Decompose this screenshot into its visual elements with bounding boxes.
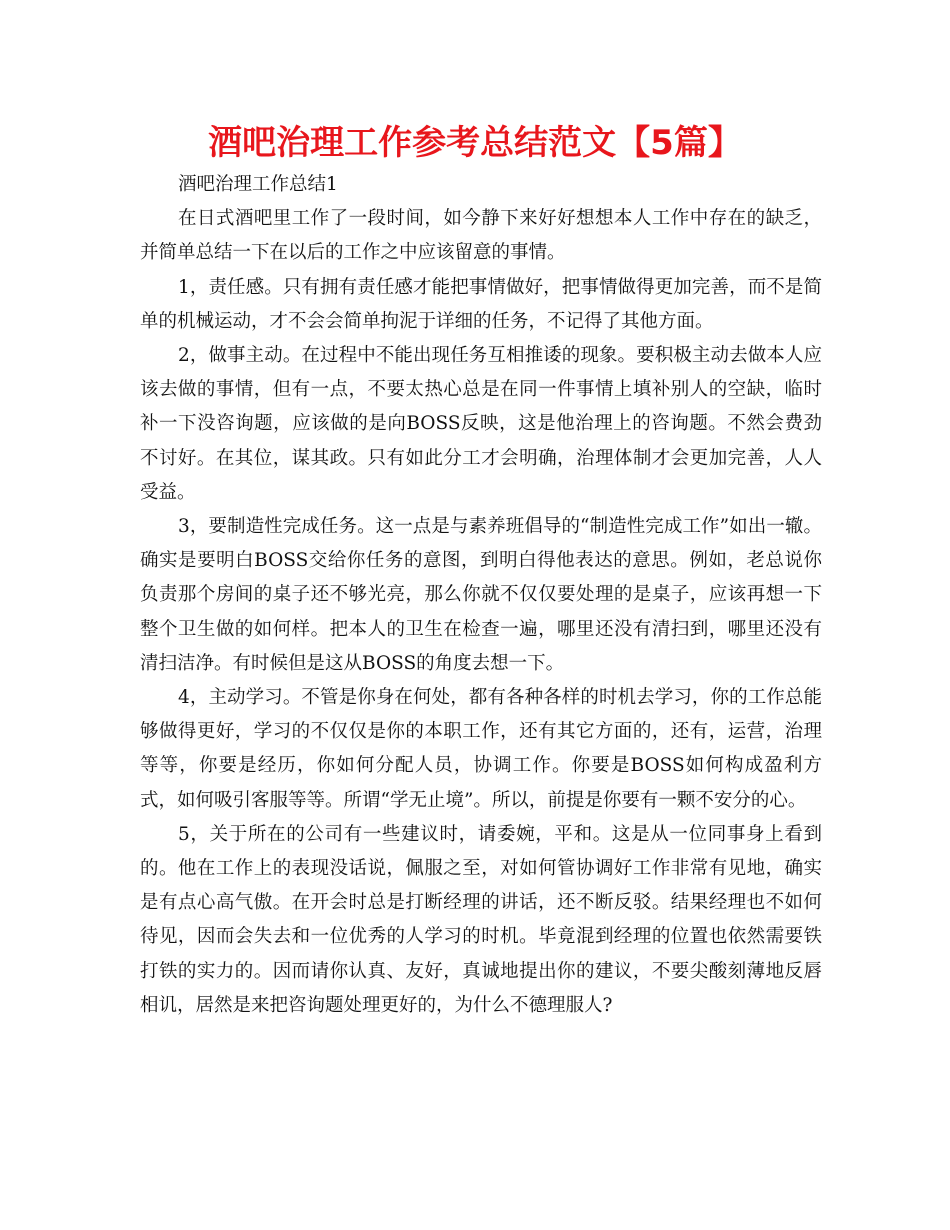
paragraph-5-suggestions: 5，关于所在的公司有一些建议时，请委婉，平和。这是从一位同事身上看到的。他在工作上的表现没话说，佩服之至，对如何管协调好工作非常有见地，确实是有点心高气傲。在开会时总是打断经理的讲话，还不断反驳。结果经理也不如何待见，因而会失去和一位优秀的人学习的时机。毕竟混到经理的位置也依然需要铁打铁的实力的。因而请你认真、友好，真诚地提出你的建议，不要尖酸刻薄地反唇相讥，居然是来把咨询题处理更好的，为什么不德理服人? xyxy=(140,823,822,1016)
document-body xyxy=(140,168,822,1023)
paragraph-2-initiative: 2，做事主动。在过程中不能出现任务互相推诿的现象。要积极主动去做本人应该去做的事情，但有一点，不要太热心总是在同一件事情上填补别人的空缺，临时补一下没咨询题，应该做的是向BOSS反映，这是他治理上的咨询题。不然会费劲不讨好。在其位，谋其政。只有如此分工才会明确，治理体制才会更加完善，人人受益。 xyxy=(140,345,822,503)
document-title: 酒吧治理工作参考总结范文【5篇】 xyxy=(208,123,742,163)
paragraph-3-creative-completion: 3，要制造性完成任务。这一点是与素养班倡导的“制造性完成工作”如出一辙。确实是要明白BOSS交给你任务的意图，到明白得他表达的意思。例如，老总说你负责那个房间的桌子还不够光亮，那么你就不仅仅要处理的是桌子，应该再想一下整个卫生做的如何样。把本人的卫生在检查一遍，哪里还没有清扫到，哪里还没有清扫洁净。有时候但是这从BOSS的角度去想一下。 xyxy=(140,516,822,674)
section-heading: 酒吧治理工作总结1 xyxy=(178,174,338,195)
paragraph-4-active-learning: 4，主动学习。不管是你身在何处，都有各种各样的时机去学习，你的工作总能够做得更好，学习的不仅仅是你的本职工作，还有其它方面的，还有，运营，治理等等，你要是经历，你如何分配人员，协调工作。你要是BOSS如何构成盈利方式，如何吸引客服等等。所谓“学无止境”。所以，前提是你要有一颗不安分的心。 xyxy=(140,687,822,811)
paragraph-1-responsibility: 1，责任感。只有拥有责任感才能把事情做好，把事情做得更加完善，而不是简单的机械运动，才不会会简单拘泥于详细的任务，不记得了其他方面。 xyxy=(140,276,822,332)
paragraph-intro: 在日式酒吧里工作了一段时间，如今静下来好好想想本人工作中存在的缺乏，并简单总结一下在以后的工作之中应该留意的事情。 xyxy=(140,208,822,264)
